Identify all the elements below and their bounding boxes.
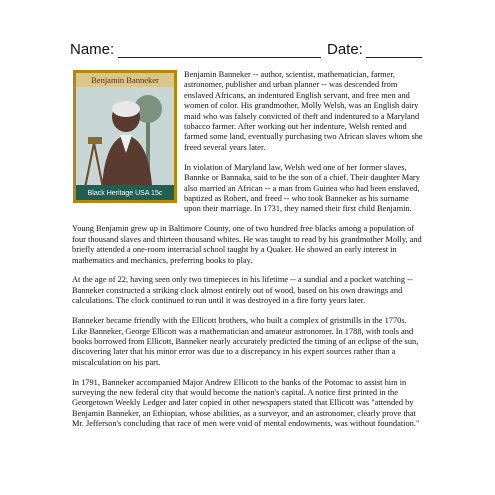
article-body [72, 70, 424, 439]
paragraph-1: Benjamin Banneker -- author, scientist, mathematician, farmer, astronomer, publisher and urban planner -- was descended from enslaved Africans, an indentured English servant, and free men and women of color. His grandmother, Molly Welsh, was an English dairy maid who was falsely convicted of theft and indentured to a Maryland tobacco farmer. After working out her indenture, Welsh rented and farmed some land, eventually purchasing two African slaves whom she freed several years later. [184, 70, 423, 152]
paragraph-4: At the age of 22, having seen only two timepieces in his lifetime -- a sundial and a pocket watching -- Banneker constructed a striking clock almost entirely out of wood, based on his own drawings and calculations. The clock continued to run until it was destroyed in a fire forty years later. [72, 275, 413, 306]
name-label: Name: [70, 41, 115, 58]
stamp-title-text: Benjamin Banneker [91, 75, 159, 85]
paragraph-5: Banneker became friendly with the Ellicott brothers, who built a complex of gristmills in the 1770s. Like Banneker, George Ellicott was a mathematician and amateur astronomer. In 1788, with tools and books borrowed from Ellicott, Banneker nearly accurately predicted the timing of an eclipse of the sun, discovering later that his minor error was due to a discrepancy in his expert sources rather than a miscalculation on his part. [72, 316, 419, 367]
date-blank-line [366, 57, 422, 58]
stamp-caption-text: Black Heritage USA 15c [87, 190, 163, 197]
name-blank-line [118, 57, 321, 58]
paragraph-3: Young Benjamin grew up in Baltimore County, one of two hundred free blacks among a population of four thousand slaves and thirteen thousand whites. He was taught to read by his grandmother Molly, and briefly attended a one-room interracial school taught by a Quaker. He showed an early interest in mathematics and mechanics, preferring books to play. [72, 224, 422, 265]
image-float-spacer [72, 70, 184, 218]
paragraph-6: In 1791, Banneker accompanied Major Andrew Ellicott to the banks of the Potomac to assist him in surveying the new federal city that would become the nation's capital. A notice first printed in the Georgetown Weekly Ledger and later copied in other newspapers stated that Ellicott was "attended by Benjamin Banneker, an Ethiopian, whose abilities, as a surveyor, and an astronomer, clearly prove that Mr. Jefferson's concluding that race of men were void of mental endowments, was without foundation." [72, 377, 420, 429]
date-label: Date: [327, 41, 363, 58]
worksheet-header [70, 40, 422, 60]
paragraph-2: In violation of Maryland law, Welsh wed one of her former slaves, Bannke or Bannaka, said to be the son of a chief. Their daughter Mary also married an African -- a man from Guinea who had been enslaved, baptized as Robert, and freed -- who took Banneker as his surname upon their marriage. In 1731, they named their first child Benjamin. [184, 162, 420, 214]
